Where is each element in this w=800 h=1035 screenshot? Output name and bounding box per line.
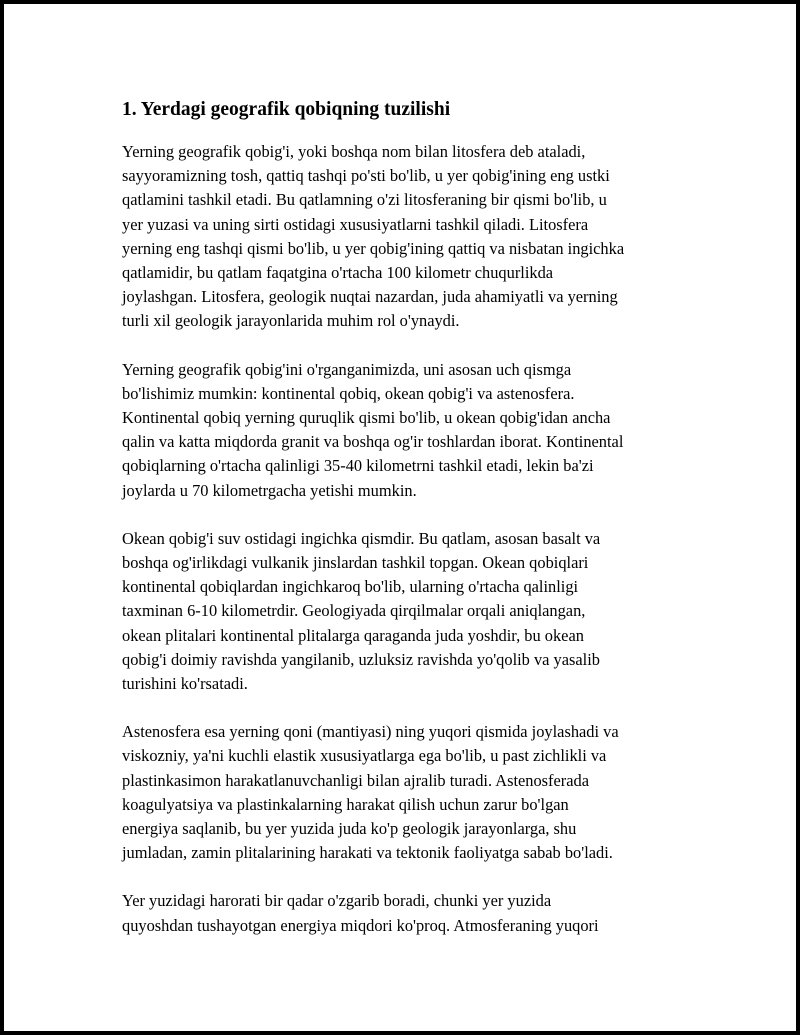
text-line: qatlamini tashkil etadi. Bu qatlamning o'zi litosferaning bir qismi bo'lib, u xyxy=(122,190,607,210)
text-line: joylarda u 70 kilometrgacha yetishi mumkin. xyxy=(122,480,417,500)
text-line: joylashgan. Litosfera, geologik nuqtai nazardan, juda ahamiyatli va yerning xyxy=(122,287,618,307)
text-line: Kontinental qobiq yerning quruqlik qismi bo'lib, u okean qobig'idan ancha xyxy=(122,408,611,428)
text-line: yer yuzasi va uning sirti ostidagi xususiyatlarni tashkil qiladi. Litosfera xyxy=(122,214,589,234)
text-line: bo'lishimiz mumkin: kontinental qobiq, okean qobig'i va astenosfera. xyxy=(122,383,575,403)
text-line: Yerning geografik qobig'ini o'rganganimizda, uni asosan uch qismga xyxy=(122,359,572,379)
text-line: Yer yuzidagi harorati bir qadar o'zgarib boradi, chunki yer yuzida xyxy=(122,891,552,911)
section-heading: 1. Yerdagi geografik qobiqning tuzilishi xyxy=(122,99,451,120)
text-line: turli xil geologik jarayonlarida muhim rol o'ynaydi. xyxy=(122,311,460,331)
text-line: energiya saqlanib, bu yer yuzida juda ko'p geologik jarayonlarga, shu xyxy=(122,819,577,839)
text-line: yerning eng tashqi qismi bo'lib, u yer qobig'ining qattiq va nisbatan ingichka xyxy=(122,238,625,258)
text-line: jumladan, zamin plitalarining harakati va tektonik faoliyatga sabab bo'ladi. xyxy=(122,843,613,863)
text-line: qobig'i doimiy ravishda yangilanib, uzluksiz ravishda yo'qolib va yasalib xyxy=(122,649,600,669)
text-line: okean plitalari kontinental plitalarga qaraganda juda yoshdir, bu okean xyxy=(122,625,584,645)
text-line: Yerning geografik qobig'i, yoki boshqa nom bilan litosfera deb ataladi, xyxy=(122,142,586,161)
text-line: sayyoramizning tosh, qattiq tashqi po'sti bo'lib, u yer qobig'ining eng ustki xyxy=(122,166,610,186)
text-line: turishini ko'rsatadi. xyxy=(122,674,248,694)
text-line: qobiqlarning o'rtacha qalinligi 35-40 kilometrni tashkil etadi, lekin ba'zi xyxy=(122,456,594,476)
paragraph-astenosfera xyxy=(122,720,692,865)
text-line: Astenosfera esa yerning qoni (mantiyasi) ning yuqori qismida joylashadi va xyxy=(122,722,619,742)
paragraph-harorat xyxy=(122,889,692,937)
text-line: plastinkasimon harakatlanuvchanligi bilan ajralib turadi. Astenosferada xyxy=(122,770,589,790)
text-line: qatlamidir, bu qatlam faqatgina o'rtacha 100 kilometr chuqurlikda xyxy=(122,263,554,283)
text-line: viskozniy, ya'ni kuchli elastik xususiyatlarga ega bo'lib, u past zichlikli va xyxy=(122,746,607,766)
paragraph-kontinental-qobiq xyxy=(122,358,692,503)
text-line: koagulyatsiya va plastinkalarning harakat qilish uchun zarur bo'lgan xyxy=(122,794,569,814)
document-content xyxy=(122,96,692,962)
text-line: boshqa og'irlikdagi vulkanik jinslardan tashkil topgan. Okean qobiqlari xyxy=(122,553,589,573)
text-line: taxminan 6-10 kilometrdir. Geologiyada qirqilmalar orqali aniqlangan, xyxy=(122,601,586,621)
text-line: quyoshdan tushayotgan energiya miqdori ko'proq. Atmosferaning yuqori xyxy=(122,915,599,935)
text-line: Okean qobig'i suv ostidagi ingichka qismdir. Bu qatlam, asosan basalt va xyxy=(122,528,601,548)
text-line: kontinental qobiqlardan ingichkaroq bo'lib, ularning o'rtacha qalinligi xyxy=(122,577,579,597)
paragraph-okean-qobigi xyxy=(122,527,692,696)
paragraph-litosfera xyxy=(122,140,692,334)
text-line: qalin va katta miqdorda granit va boshqa og'ir toshlardan iborat. Kontinental xyxy=(122,432,624,452)
